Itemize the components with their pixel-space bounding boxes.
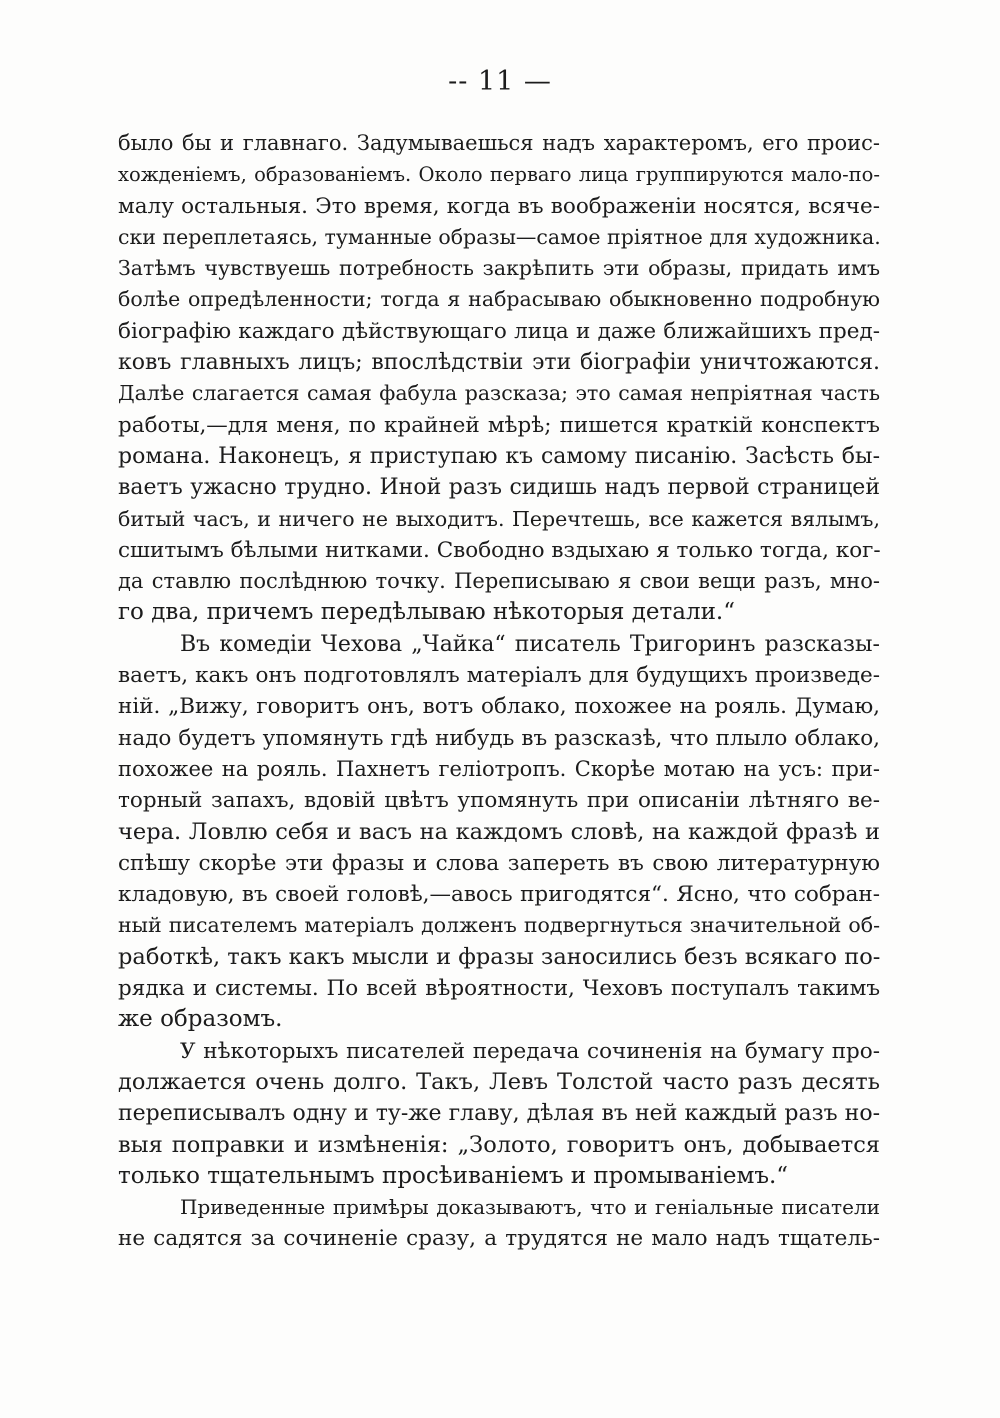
text-line: сшитымъ бѣлыми нитками. Свободно вздыхаю я только тогда, ког- bbox=[118, 537, 881, 563]
text-line: ковъ главныхъ лицъ; впослѣдствіи эти біографіи уничтожаются. bbox=[118, 350, 880, 376]
text-line: же образомъ. bbox=[118, 1006, 283, 1033]
text-line: чера. Ловлю себя и васъ на каждомъ словѣ, на каждой фразѣ и bbox=[118, 818, 880, 845]
text-line: было бы и главнаго. Задумываешься надъ характеромъ, его проис- bbox=[118, 131, 880, 155]
text-line: го два, причемъ передѣлываю нѣкоторыя детали.“ bbox=[118, 599, 735, 626]
paragraph-4 bbox=[118, 1192, 880, 1255]
text-line: малу остальныя. Это время, когда въ воображеніи носятся, всяче- bbox=[118, 193, 880, 219]
text-line: Въ комедіи Чехова „Чайка“ писатель Тригоринъ разсказы- bbox=[180, 631, 880, 657]
text-line: не садятся за сочиненіе сразу, а трудятся не мало надъ тщатель- bbox=[118, 1226, 880, 1252]
text-line: переписывалъ одну и ту-же главу, дѣлая въ ней каждый разъ но- bbox=[118, 1101, 880, 1127]
text-line: Далѣе слагается самая фабула разсказа; это самая непріятная часть bbox=[118, 381, 880, 406]
text-line: должается очень долго. Такъ, Левъ Толстой часто разъ десять bbox=[118, 1068, 880, 1095]
text-line: ваетъ, какъ онъ подготовлялъ матеріалъ для будущихъ произведе- bbox=[118, 663, 880, 689]
text-line: романа. Наконецъ, я приступаю къ самому писанію. Засѣсть бы- bbox=[118, 443, 880, 469]
text-line: работы,—для меня, по крайней мѣрѣ; пишется краткій конспектъ bbox=[118, 412, 880, 438]
text-line: торный запахъ, вдовій цвѣтъ упомянуть при описаніи лѣтняго ве- bbox=[118, 788, 880, 814]
text-line: ски переплетаясь, туманные образы—самое пріятное для художника. bbox=[118, 224, 881, 249]
text-line: ваетъ ужасно трудно. Иной разъ сидишь надъ первой страницей bbox=[118, 475, 880, 501]
text-line: работкѣ, такъ какъ мысли и фразы заносились безъ всякаго по- bbox=[118, 943, 881, 970]
text-line: рядка и системы. По всей вѣроятности, Чеховъ поступалъ такимъ bbox=[118, 976, 880, 1002]
text-line: біографію каждаго дѣйствующаго лица и даже ближайшихъ пред- bbox=[118, 318, 880, 344]
text-line: ный писателемъ матеріалъ долженъ подвергнуться значительной об- bbox=[118, 913, 880, 938]
paragraph-2 bbox=[118, 629, 880, 1036]
text-line: хожденіемъ, образованіемъ. Около перваго лица группируются мало-по- bbox=[118, 163, 880, 187]
text-line: Приведенные примѣры доказываютъ, что и геніальные писатели bbox=[180, 1195, 880, 1220]
text-line: спѣшу скорѣе эти фразы и слова запереть въ свою литературную bbox=[118, 850, 880, 876]
paragraph-1 bbox=[118, 128, 880, 629]
text-line: битый часъ, и ничего не выходитъ. Перечтешь, все кажется вялымъ, bbox=[118, 506, 880, 531]
text-line: Затѣмъ чувствуешь потребность закрѣпить эти образы, придать имъ bbox=[118, 256, 880, 281]
text-line: выя поправки и измѣненія: „Золото, говоритъ онъ, добывается bbox=[118, 1131, 880, 1158]
text-line: болѣе опредѣленности; тогда я набрасываю обыкновенно подробную bbox=[118, 287, 880, 312]
text-line: У нѣкоторыхъ писателей передача сочиненія на бумагу про- bbox=[180, 1038, 880, 1064]
body-text bbox=[118, 128, 880, 1255]
text-line: похожее на рояль. Пахнетъ геліотропъ. Скорѣе мотаю на усъ: при- bbox=[118, 756, 880, 781]
paragraph-3 bbox=[118, 1036, 880, 1192]
text-line: кладовую, въ своей головѣ,—авось пригодятся“. Ясно, что собран- bbox=[118, 882, 880, 908]
text-line: надо будетъ упомянуть гдѣ нибудь въ разсказѣ, что плыло облако, bbox=[118, 725, 880, 751]
text-line: только тщательнымъ просѣиваніемъ и промываніемъ.“ bbox=[118, 1162, 789, 1189]
text-line: да ставлю послѣднюю точку. Переписываю я свои вещи разъ, мно- bbox=[118, 569, 880, 594]
page-number: -- 11 — bbox=[448, 66, 552, 97]
text-line: ній. „Вижу, говоритъ онъ, вотъ облако, похожее на рояль. Думаю, bbox=[118, 694, 880, 720]
